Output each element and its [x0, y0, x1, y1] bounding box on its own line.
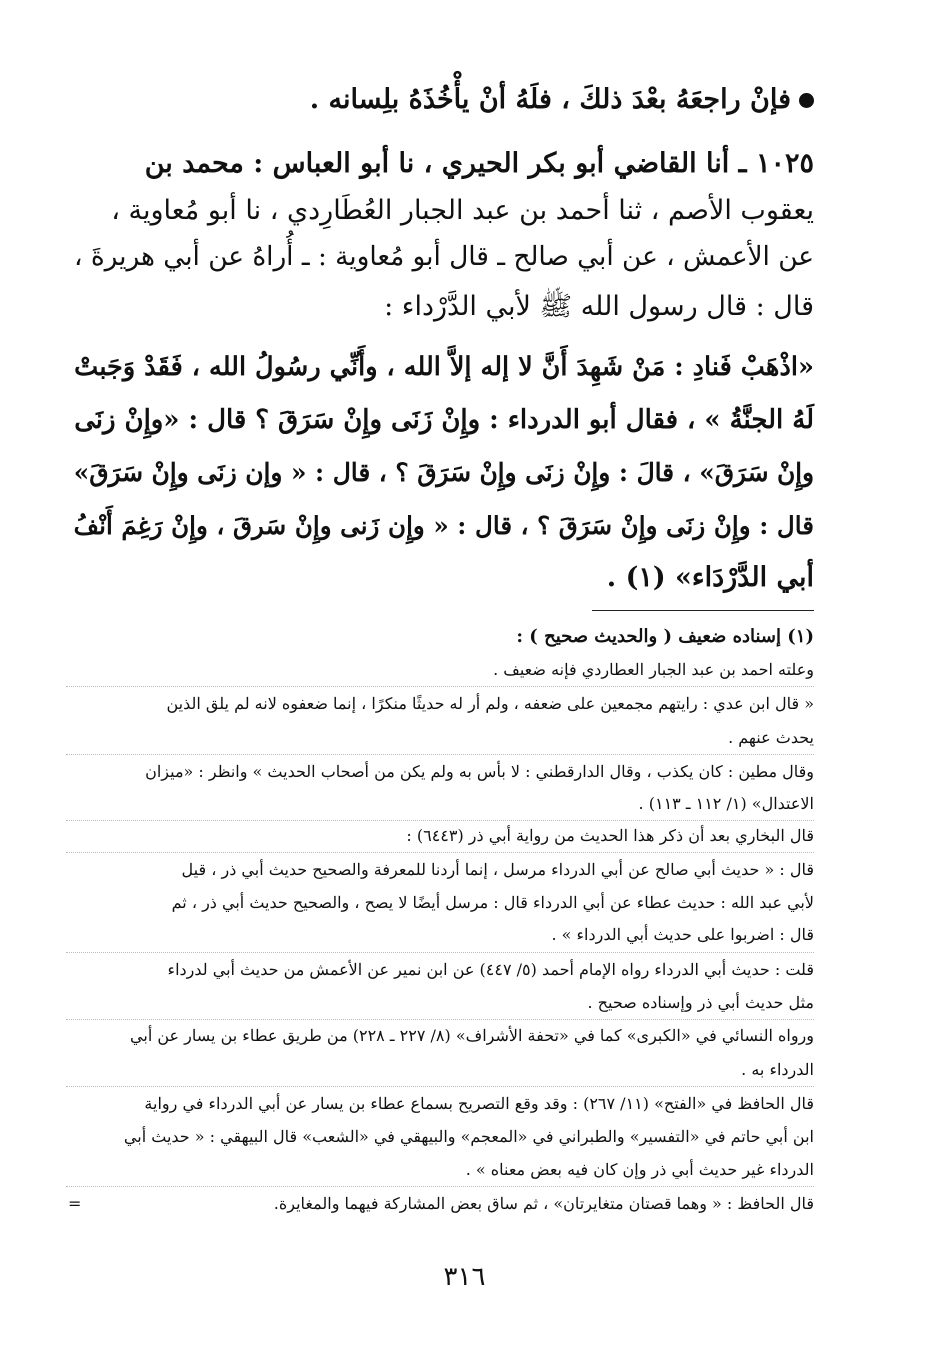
footnote-divider — [66, 754, 814, 755]
footnote-line: وقال مطين : كان يكذب ، وقال الدارقطني : لا بأس به ولم يكن من أصحاب الحديث » وانظر : «ميزان — [145, 762, 814, 781]
footnote-line: قال : « حديث أبي صالح عن أبي الدرداء مرسل ، إنما أردنا للمعرفة والصحيح حديث أبي ذر ، قيل — [181, 860, 814, 879]
footnote-line: قال الحافظ في «الفتح» (١١/ ٢٦٧) : وقد وقع التصريح بسماع عطاء بن يسار عن أبي الدرداء في رواية — [144, 1094, 814, 1113]
matn-line-2: لَهُ الجنَّةُ » ، فقال أبو الدرداء : وإِنْ زَنَى وإِنْ سَرَقَ ؟ قال : «وإِنْ زنَى — [74, 405, 814, 435]
footnote-line: لأبي عبد الله : حديث عطاء عن أبي الدرداء قال : مرسل أيضًا لا يصح ، والصحيح حديث أبي ذر ، ثم — [171, 893, 814, 912]
footnote-divider — [66, 820, 814, 821]
hadith-isnad — [66, 148, 814, 328]
matn-line-1: «اذْهَبْ فَنادِ : مَنْ شَهِدَ أَنَّ لا إله إلاَّ الله ، وأَنِّي رسُولُ الله ، فَقَدْ وَجَبتْ — [74, 352, 814, 382]
footnote-line: الاعتدال» (١/ ١١٢ ـ ١١٣) . — [638, 794, 814, 813]
footnote-line: مثل حديث أبي ذر وإسناده صحيح . — [587, 993, 814, 1012]
footnote-line: قلت : حديث أبي الدرداء رواه الإمام أحمد (٥/ ٤٤٧) عن ابن نمير عن الأعمش من حديث أبي لدرداء — [167, 960, 814, 979]
footnote-line: « قال ابن عدي : رايتهم مجمعين على ضعفه ، ولم أر له حديثًا منكرًا ، إنما ضعفوه لانه لم يلق الذين — [166, 694, 814, 713]
matn-line-5: أبي الدَّرْدَاء» (١) . — [606, 562, 814, 593]
footnote-line: قال البخاري بعد أن ذكر هذا الحديث من رواية أبي ذر (٦٤٤٣) : — [406, 826, 814, 845]
footnote-divider — [66, 686, 814, 687]
footnote-divider — [66, 1086, 814, 1087]
footnote-line: قال : اضربوا على حديث أبي الدرداء » . — [551, 925, 814, 944]
footnote-divider — [66, 1186, 814, 1187]
matn-line-4: قال : وإِنْ زنَى وإِنْ سَرَقَ ؟ ، قال : « وإِن زَنى وإِنْ سَرقَ ، وإِنْ رَغِمَ أَنْفُ — [73, 511, 814, 540]
isnad-line-4: قال : قال رسول الله ﷺ لأبي الدَّرْداء : — [384, 291, 814, 322]
footnote-divider — [66, 1019, 814, 1020]
footnote-line: يحدث عنهم . — [728, 728, 814, 747]
isnad-line-3: عن الأعمش ، عن أبي صالح ـ قال أبو مُعاوية : ـ أُراهُ عن أبي هريرةَ ، — [73, 242, 814, 272]
footnote-line: وعلته احمد بن عبد الجبار العطاردي فإنه ضعيف . — [493, 660, 814, 679]
page-number: ٣١٦ — [443, 1262, 486, 1292]
continuation-mark: = — [68, 1194, 82, 1213]
isnad-line-1: ١٠٢٥ ـ أنا القاضي أبو بكر الحيري ، نا أبو العباس : محمد بن — [144, 148, 814, 179]
hadith-matn — [66, 352, 814, 597]
bullet-icon — [799, 93, 814, 108]
header-text: فإنْ راجعَهُ بعْدَ ذلكَ ، فلَهُ أنْ يأْخُذَهُ بلِسانه . — [309, 84, 791, 115]
footnote-separator — [592, 610, 814, 611]
header-text-row — [66, 84, 814, 115]
isnad-line-2: يعقوب الأصم ، ثنا أحمد بن عبد الجبار العُطَارِدي ، نا أبو مُعاوية ، — [111, 195, 814, 226]
footnote-line: الدرداء غير حديث أبي ذر وإن كان فيه بعض معناه » . — [465, 1160, 814, 1179]
footnote-heading: (١) إسناده ضعيف ( والحديث صحيح ) : — [516, 626, 814, 647]
footnote-line: ابن أبي حاتم في «التفسير» والطبراني في «المعجم» والبيهقي في «الشعب» قال البيهقي : « حديث أبي — [123, 1127, 814, 1146]
header-line — [66, 84, 814, 128]
footnote-divider — [66, 852, 814, 853]
footnote-line: ورواه النسائي في «الكبرى» كما في «تحفة الأشراف» (٨/ ٢٢٧ ـ ٢٢٨) من طريق عطاء بن يسار عن أبي — [130, 1026, 814, 1045]
footnote-line: قال الحافظ : « وهما قصتان متغايرتان» ، ثم ساق بعض المشاركة فيهما والمغايرة. — [273, 1194, 814, 1213]
matn-line-3: وإِنْ سَرَقَ» ، قالَ : وإِنْ زنَى وإِنْ سَرَقَ ؟ ، قال : « وإن زنَى وإِنْ سَرَقَ» — [73, 458, 814, 487]
footnote-line: الدرداء به . — [741, 1060, 814, 1079]
footnote-divider — [66, 952, 814, 953]
